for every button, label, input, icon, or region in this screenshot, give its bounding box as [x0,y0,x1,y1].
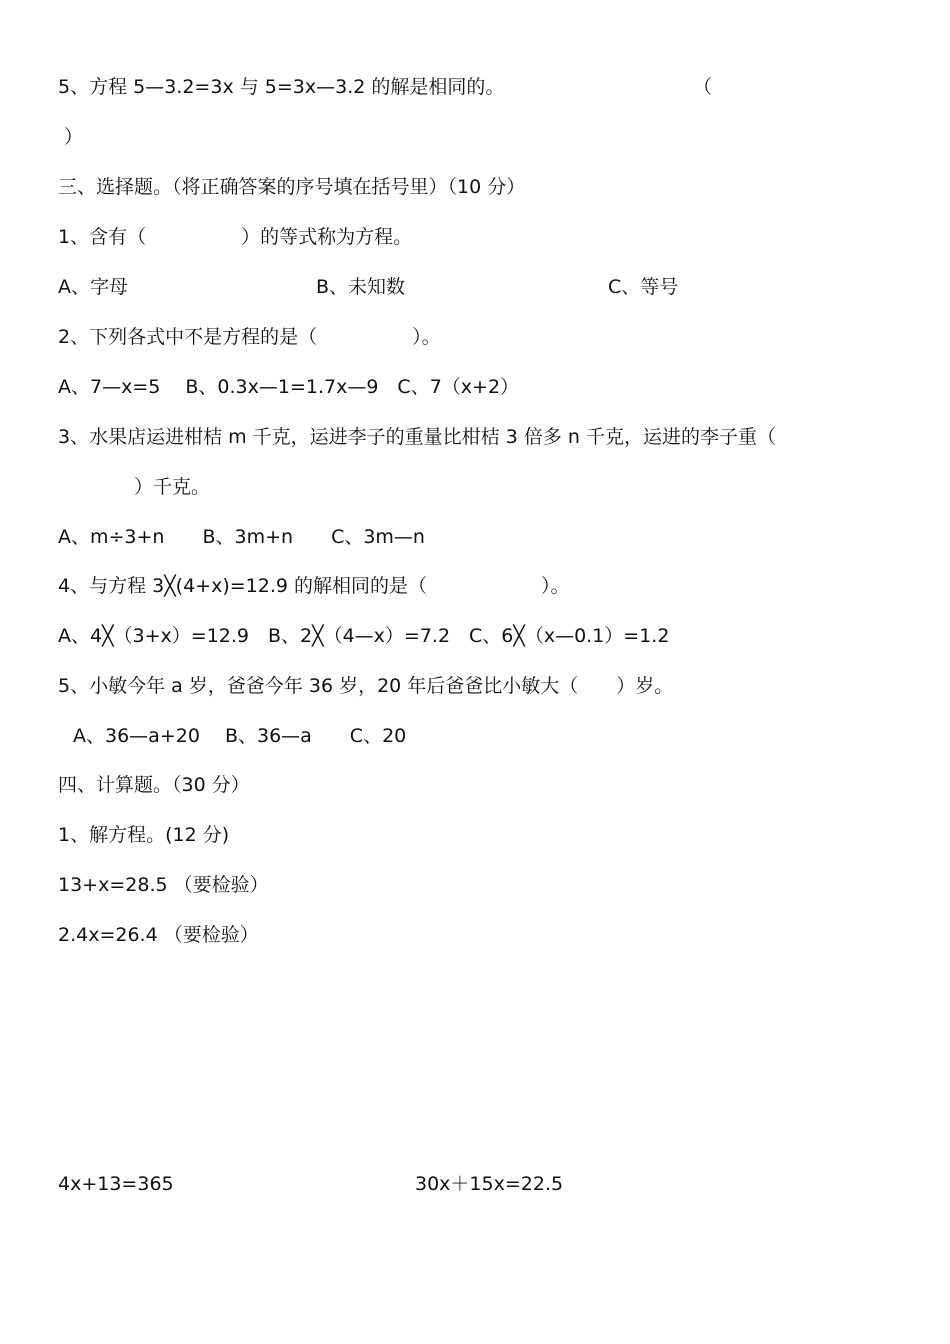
options-3-4: A、4╳（3+x）=12.9 B、2╳（4—x）=7.2 C、6╳（x—0.1）=1.2 [58,625,670,647]
equation-4: 30x＋15x=22.5 [415,1173,564,1195]
question-3-4: 4、与方程 3╳(4+x)=12.9 的解相同的是（ ）。 [58,575,570,597]
answer-paren-close: ） [64,126,84,148]
equation-1: 13+x=28.5 （要检验） [58,874,269,896]
option-3-1-b: B、未知数 [316,276,406,298]
option-3-1-c: C、等号 [608,276,679,298]
question-3-2: 2、下列各式中不是方程的是（ ）。 [58,326,441,348]
question-3-3-continued: ）千克。 [58,476,211,498]
options-3-2: A、7—x=5 B、0.3x—1=1.7x—9 C、7（x+2） [58,376,520,398]
section-3-heading: 三、选择题。（将正确答案的序号填在括号里）（10 分） [58,176,526,198]
option-3-1-a: A、字母 [58,276,128,298]
answer-paren-open: （ [693,76,713,98]
question-2-5: 5、方程 5—3.2=3x 与 5=3x—3.2 的解是相同的。 [58,76,505,98]
equation-2: 2.4x=26.4 （要检验） [58,924,259,946]
section-4-heading: 四、计算题。（30 分） [58,774,250,796]
equation-3: 4x+13=365 [58,1173,174,1195]
options-3-3: A、m÷3+n B、3m+n C、3m—n [58,526,425,548]
question-3-5: 5、小敏今年 a 岁，爸爸今年 36 岁，20 年后爸爸比小敏大（ ）岁。 [58,675,674,697]
options-3-5: A、36—a+20 B、36—a C、20 [73,725,407,747]
question-4-1: 1、解方程。(12 分) [58,824,230,846]
question-3-1: 1、含有（ ）的等式称为方程。 [58,226,413,248]
question-3-3: 3、水果店运进柑桔 m 千克，运进李子的重量比柑桔 3 倍多 n 千克，运进的李子重（ [58,426,776,448]
